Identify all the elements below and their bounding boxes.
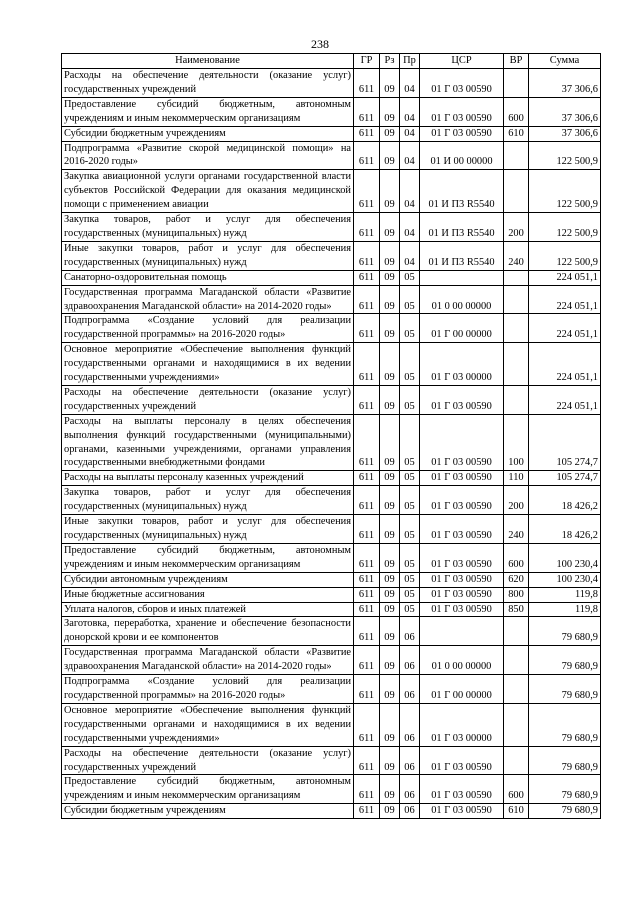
row-vr-cell: 240 bbox=[504, 241, 529, 270]
row-vr-cell bbox=[504, 285, 529, 314]
row-vr-cell: 110 bbox=[504, 471, 529, 486]
page-number: 238 bbox=[311, 37, 329, 51]
row-csr-cell: 01 Г 03 00590 bbox=[420, 97, 504, 126]
row-gr-cell: 611 bbox=[354, 285, 380, 314]
row-rz-cell: 09 bbox=[380, 572, 400, 587]
table-row bbox=[62, 270, 601, 285]
row-pr-cell: 04 bbox=[400, 69, 420, 98]
row-gr-cell: 611 bbox=[354, 213, 380, 242]
row-csr-cell: 01 Г 03 00590 bbox=[420, 775, 504, 804]
table-row bbox=[62, 602, 601, 617]
row-rz-cell: 09 bbox=[380, 602, 400, 617]
row-vr-cell: 620 bbox=[504, 572, 529, 587]
row-gr-cell: 611 bbox=[354, 703, 380, 746]
row-vr-cell: 850 bbox=[504, 602, 529, 617]
row-gr-cell: 611 bbox=[354, 646, 380, 675]
table-row bbox=[62, 385, 601, 414]
row-sum-cell: 122 500,9 bbox=[529, 170, 601, 213]
table-row bbox=[62, 746, 601, 775]
row-rz-cell: 09 bbox=[380, 314, 400, 343]
row-sum-cell: 119,8 bbox=[529, 602, 601, 617]
row-name-cell: Закупка товаров, работ и услуг для обеспечения государственных (муниципальных) нужд bbox=[62, 213, 354, 242]
row-pr-cell: 05 bbox=[400, 414, 420, 471]
row-csr-cell: 01 Г 00 00000 bbox=[420, 675, 504, 704]
row-vr-cell bbox=[504, 703, 529, 746]
row-vr-cell bbox=[504, 385, 529, 414]
row-gr-cell: 611 bbox=[354, 126, 380, 141]
row-csr-cell: 01 Г 03 00590 bbox=[420, 804, 504, 819]
row-pr-cell: 05 bbox=[400, 587, 420, 602]
row-vr-cell bbox=[504, 69, 529, 98]
row-name-cell: Иные закупки товаров, работ и услуг для обеспечения государственных (муниципальных) нужд bbox=[62, 241, 354, 270]
row-vr-cell bbox=[504, 675, 529, 704]
row-name-cell: Расходы на выплаты персоналу в целях обеспечения выполнения функций государственными (муниципальными) органами, казенными учреждениями, органами управления государственными внебюджетными фондами bbox=[62, 414, 354, 471]
row-rz-cell: 09 bbox=[380, 543, 400, 572]
row-csr-cell: 01 Г 03 00590 bbox=[420, 414, 504, 471]
row-pr-cell: 04 bbox=[400, 126, 420, 141]
row-sum-cell: 79 680,9 bbox=[529, 617, 601, 646]
table-row bbox=[62, 617, 601, 646]
row-csr-cell: 01 Г 03 00590 bbox=[420, 486, 504, 515]
row-pr-cell: 05 bbox=[400, 385, 420, 414]
row-gr-cell: 611 bbox=[354, 486, 380, 515]
row-csr-cell: 01 Г 00 00000 bbox=[420, 314, 504, 343]
row-name-cell: Расходы на выплаты персоналу казенных учреждений bbox=[62, 471, 354, 486]
row-vr-cell: 610 bbox=[504, 126, 529, 141]
row-gr-cell: 611 bbox=[354, 515, 380, 544]
row-sum-cell: 100 230,4 bbox=[529, 572, 601, 587]
table-row bbox=[62, 804, 601, 819]
table-row bbox=[62, 213, 601, 242]
row-pr-cell: 05 bbox=[400, 602, 420, 617]
row-sum-cell: 79 680,9 bbox=[529, 804, 601, 819]
row-gr-cell: 611 bbox=[354, 587, 380, 602]
row-csr-cell: 01 0 00 00000 bbox=[420, 285, 504, 314]
table-row bbox=[62, 126, 601, 141]
row-rz-cell: 09 bbox=[380, 675, 400, 704]
row-gr-cell: 611 bbox=[354, 675, 380, 704]
row-pr-cell: 04 bbox=[400, 213, 420, 242]
row-name-cell: Субсидии бюджетным учреждениям bbox=[62, 804, 354, 819]
row-csr-cell: 01 Г 03 00000 bbox=[420, 703, 504, 746]
row-vr-cell bbox=[504, 617, 529, 646]
table-row bbox=[62, 675, 601, 704]
table-row bbox=[62, 471, 601, 486]
row-csr-cell: 01 Г 03 00590 bbox=[420, 587, 504, 602]
table-header-row bbox=[62, 54, 601, 69]
row-pr-cell: 06 bbox=[400, 675, 420, 704]
column-header-gr: ГР bbox=[354, 54, 380, 69]
row-gr-cell: 611 bbox=[354, 471, 380, 486]
row-vr-cell bbox=[504, 646, 529, 675]
row-vr-cell: 100 bbox=[504, 414, 529, 471]
row-sum-cell: 122 500,9 bbox=[529, 141, 601, 170]
row-gr-cell: 611 bbox=[354, 385, 380, 414]
column-header-csr: ЦСР bbox=[420, 54, 504, 69]
row-sum-cell: 79 680,9 bbox=[529, 746, 601, 775]
row-name-cell: Иные бюджетные ассигнования bbox=[62, 587, 354, 602]
row-rz-cell: 09 bbox=[380, 285, 400, 314]
table-row bbox=[62, 97, 601, 126]
row-name-cell: Субсидии бюджетным учреждениям bbox=[62, 126, 354, 141]
row-rz-cell: 09 bbox=[380, 141, 400, 170]
column-header-rz: Рз bbox=[380, 54, 400, 69]
row-pr-cell: 05 bbox=[400, 471, 420, 486]
row-sum-cell: 79 680,9 bbox=[529, 646, 601, 675]
row-vr-cell bbox=[504, 343, 529, 386]
row-gr-cell: 611 bbox=[354, 241, 380, 270]
row-rz-cell: 09 bbox=[380, 515, 400, 544]
table-row bbox=[62, 170, 601, 213]
table-row bbox=[62, 515, 601, 544]
row-vr-cell: 800 bbox=[504, 587, 529, 602]
row-vr-cell: 200 bbox=[504, 486, 529, 515]
table-row bbox=[62, 241, 601, 270]
row-pr-cell: 06 bbox=[400, 804, 420, 819]
row-name-cell: Субсидии автономным учреждениям bbox=[62, 572, 354, 587]
table-row bbox=[62, 587, 601, 602]
row-name-cell: Уплата налогов, сборов и иных платежей bbox=[62, 602, 354, 617]
row-rz-cell: 09 bbox=[380, 775, 400, 804]
row-pr-cell: 04 bbox=[400, 170, 420, 213]
table-row bbox=[62, 703, 601, 746]
row-gr-cell: 611 bbox=[354, 141, 380, 170]
row-sum-cell: 37 306,6 bbox=[529, 126, 601, 141]
row-sum-cell: 18 426,2 bbox=[529, 486, 601, 515]
row-gr-cell: 611 bbox=[354, 543, 380, 572]
row-gr-cell: 611 bbox=[354, 314, 380, 343]
row-csr-cell: 01 0 00 00000 bbox=[420, 646, 504, 675]
row-rz-cell: 09 bbox=[380, 385, 400, 414]
table-row bbox=[62, 141, 601, 170]
row-sum-cell: 105 274,7 bbox=[529, 414, 601, 471]
row-pr-cell: 05 bbox=[400, 270, 420, 285]
row-name-cell: Государственная программа Магаданской области «Развитие здравоохранения Магаданской области» на 2014-2020 годы» bbox=[62, 285, 354, 314]
row-rz-cell: 09 bbox=[380, 703, 400, 746]
row-pr-cell: 06 bbox=[400, 646, 420, 675]
row-rz-cell: 09 bbox=[380, 587, 400, 602]
row-csr-cell: 01 Г 03 00590 bbox=[420, 471, 504, 486]
table-row bbox=[62, 414, 601, 471]
column-header-sum: Сумма bbox=[529, 54, 601, 69]
column-header-vr: ВР bbox=[504, 54, 529, 69]
row-gr-cell: 611 bbox=[354, 617, 380, 646]
row-rz-cell: 09 bbox=[380, 97, 400, 126]
row-pr-cell: 05 bbox=[400, 486, 420, 515]
row-sum-cell: 119,8 bbox=[529, 587, 601, 602]
row-rz-cell: 09 bbox=[380, 804, 400, 819]
row-csr-cell: 01 И П3 R5540 bbox=[420, 213, 504, 242]
row-vr-cell: 600 bbox=[504, 97, 529, 126]
row-sum-cell: 224 051,1 bbox=[529, 285, 601, 314]
row-sum-cell: 79 680,9 bbox=[529, 775, 601, 804]
row-pr-cell: 04 bbox=[400, 97, 420, 126]
row-gr-cell: 611 bbox=[354, 97, 380, 126]
row-vr-cell bbox=[504, 170, 529, 213]
row-pr-cell: 05 bbox=[400, 285, 420, 314]
row-gr-cell: 611 bbox=[354, 775, 380, 804]
row-pr-cell: 05 bbox=[400, 343, 420, 386]
row-csr-cell: 01 Г 03 00590 bbox=[420, 572, 504, 587]
row-name-cell: Подпрограмма «Создание условий для реализации государственной программы» на 2016-2020 годы» bbox=[62, 314, 354, 343]
row-pr-cell: 05 bbox=[400, 543, 420, 572]
row-sum-cell: 79 680,9 bbox=[529, 675, 601, 704]
column-header-name: Наименование bbox=[62, 54, 354, 69]
row-name-cell: Расходы на обеспечение деятельности (оказание услуг) государственных учреждений bbox=[62, 385, 354, 414]
row-rz-cell: 09 bbox=[380, 617, 400, 646]
row-name-cell: Расходы на обеспечение деятельности (оказание услуг) государственных учреждений bbox=[62, 746, 354, 775]
row-csr-cell: 01 Г 03 00590 bbox=[420, 126, 504, 141]
row-rz-cell: 09 bbox=[380, 241, 400, 270]
row-name-cell: Подпрограмма «Создание условий для реализации государственной программы» на 2016-2020 годы» bbox=[62, 675, 354, 704]
row-rz-cell: 09 bbox=[380, 69, 400, 98]
row-sum-cell: 79 680,9 bbox=[529, 703, 601, 746]
row-gr-cell: 611 bbox=[354, 746, 380, 775]
row-rz-cell: 09 bbox=[380, 213, 400, 242]
row-sum-cell: 105 274,7 bbox=[529, 471, 601, 486]
row-pr-cell: 06 bbox=[400, 703, 420, 746]
row-csr-cell: 01 Г 03 00590 bbox=[420, 385, 504, 414]
row-vr-cell: 200 bbox=[504, 213, 529, 242]
table-row bbox=[62, 486, 601, 515]
row-pr-cell: 06 bbox=[400, 746, 420, 775]
row-vr-cell bbox=[504, 314, 529, 343]
row-vr-cell bbox=[504, 746, 529, 775]
row-sum-cell: 37 306,6 bbox=[529, 97, 601, 126]
row-name-cell: Предоставление субсидий бюджетным, автономным учреждениям и иным некоммерческим организациям bbox=[62, 543, 354, 572]
row-pr-cell: 06 bbox=[400, 617, 420, 646]
budget-table bbox=[61, 53, 601, 819]
row-name-cell: Санаторно-оздоровительная помощь bbox=[62, 270, 354, 285]
row-gr-cell: 611 bbox=[354, 414, 380, 471]
row-rz-cell: 09 bbox=[380, 343, 400, 386]
column-header-pr: Пр bbox=[400, 54, 420, 69]
row-gr-cell: 611 bbox=[354, 572, 380, 587]
row-csr-cell: 01 И П3 R5540 bbox=[420, 170, 504, 213]
row-sum-cell: 122 500,9 bbox=[529, 241, 601, 270]
row-csr-cell: 01 Г 03 00000 bbox=[420, 343, 504, 386]
row-csr-cell: 01 И 00 00000 bbox=[420, 141, 504, 170]
row-rz-cell: 09 bbox=[380, 486, 400, 515]
row-name-cell: Закупка товаров, работ и услуг для обеспечения государственных (муниципальных) нужд bbox=[62, 486, 354, 515]
row-gr-cell: 611 bbox=[354, 69, 380, 98]
row-name-cell: Предоставление субсидий бюджетным, автономным учреждениям и иным некоммерческим организациям bbox=[62, 775, 354, 804]
row-gr-cell: 611 bbox=[354, 343, 380, 386]
table-row bbox=[62, 646, 601, 675]
row-pr-cell: 04 bbox=[400, 241, 420, 270]
row-csr-cell: 01 Г 03 00590 bbox=[420, 543, 504, 572]
row-pr-cell: 05 bbox=[400, 314, 420, 343]
row-name-cell: Иные закупки товаров, работ и услуг для обеспечения государственных (муниципальных) нужд bbox=[62, 515, 354, 544]
row-sum-cell: 224 051,1 bbox=[529, 385, 601, 414]
row-gr-cell: 611 bbox=[354, 602, 380, 617]
table-row bbox=[62, 775, 601, 804]
row-csr-cell bbox=[420, 270, 504, 285]
table-row bbox=[62, 285, 601, 314]
row-vr-cell: 600 bbox=[504, 775, 529, 804]
row-sum-cell: 224 051,1 bbox=[529, 314, 601, 343]
row-vr-cell bbox=[504, 141, 529, 170]
row-vr-cell: 610 bbox=[504, 804, 529, 819]
row-rz-cell: 09 bbox=[380, 126, 400, 141]
row-rz-cell: 09 bbox=[380, 270, 400, 285]
row-sum-cell: 122 500,9 bbox=[529, 213, 601, 242]
row-csr-cell: 01 Г 03 00590 bbox=[420, 515, 504, 544]
row-name-cell: Расходы на обеспечение деятельности (оказание услуг) государственных учреждений bbox=[62, 69, 354, 98]
row-rz-cell: 09 bbox=[380, 414, 400, 471]
row-csr-cell: 01 И П3 R5540 bbox=[420, 241, 504, 270]
row-csr-cell: 01 Г 03 00590 bbox=[420, 69, 504, 98]
row-name-cell: Подпрограмма «Развитие скорой медицинской помощи» на 2016-2020 годы» bbox=[62, 141, 354, 170]
row-csr-cell bbox=[420, 617, 504, 646]
row-sum-cell: 100 230,4 bbox=[529, 543, 601, 572]
row-rz-cell: 09 bbox=[380, 170, 400, 213]
row-name-cell: Закупка авиационной услуги органами государственной власти субъектов Российской Федерации для оказания медицинской помощи с применением авиации bbox=[62, 170, 354, 213]
row-rz-cell: 09 bbox=[380, 646, 400, 675]
row-csr-cell: 01 Г 03 00590 bbox=[420, 746, 504, 775]
row-pr-cell: 05 bbox=[400, 572, 420, 587]
row-sum-cell: 18 426,2 bbox=[529, 515, 601, 544]
row-pr-cell: 04 bbox=[400, 141, 420, 170]
row-gr-cell: 611 bbox=[354, 270, 380, 285]
row-rz-cell: 09 bbox=[380, 746, 400, 775]
row-name-cell: Заготовка, переработка, хранение и обеспечение безопасности донорской крови и ее компонентов bbox=[62, 617, 354, 646]
table-row bbox=[62, 572, 601, 587]
row-sum-cell: 224 051,1 bbox=[529, 270, 601, 285]
row-pr-cell: 06 bbox=[400, 775, 420, 804]
table-row bbox=[62, 69, 601, 98]
row-name-cell: Предоставление субсидий бюджетным, автономным учреждениям и иным некоммерческим организациям bbox=[62, 97, 354, 126]
table-row bbox=[62, 543, 601, 572]
row-name-cell: Государственная программа Магаданской области «Развитие здравоохранения Магаданской области» на 2014-2020 годы» bbox=[62, 646, 354, 675]
row-sum-cell: 224 051,1 bbox=[529, 343, 601, 386]
row-csr-cell: 01 Г 03 00590 bbox=[420, 602, 504, 617]
row-pr-cell: 05 bbox=[400, 515, 420, 544]
row-vr-cell bbox=[504, 270, 529, 285]
row-sum-cell: 37 306,6 bbox=[529, 69, 601, 98]
row-rz-cell: 09 bbox=[380, 471, 400, 486]
row-name-cell: Основное мероприятие «Обеспечение выполнения функций государственными органами и находящимися в их ведении государственными учреждениями» bbox=[62, 703, 354, 746]
row-gr-cell: 611 bbox=[354, 170, 380, 213]
table-row bbox=[62, 343, 601, 386]
row-vr-cell: 600 bbox=[504, 543, 529, 572]
row-gr-cell: 611 bbox=[354, 804, 380, 819]
table-row bbox=[62, 314, 601, 343]
row-name-cell: Основное мероприятие «Обеспечение выполнения функций государственными органами и находящимися в их ведении государственными учреждениями» bbox=[62, 343, 354, 386]
row-vr-cell: 240 bbox=[504, 515, 529, 544]
